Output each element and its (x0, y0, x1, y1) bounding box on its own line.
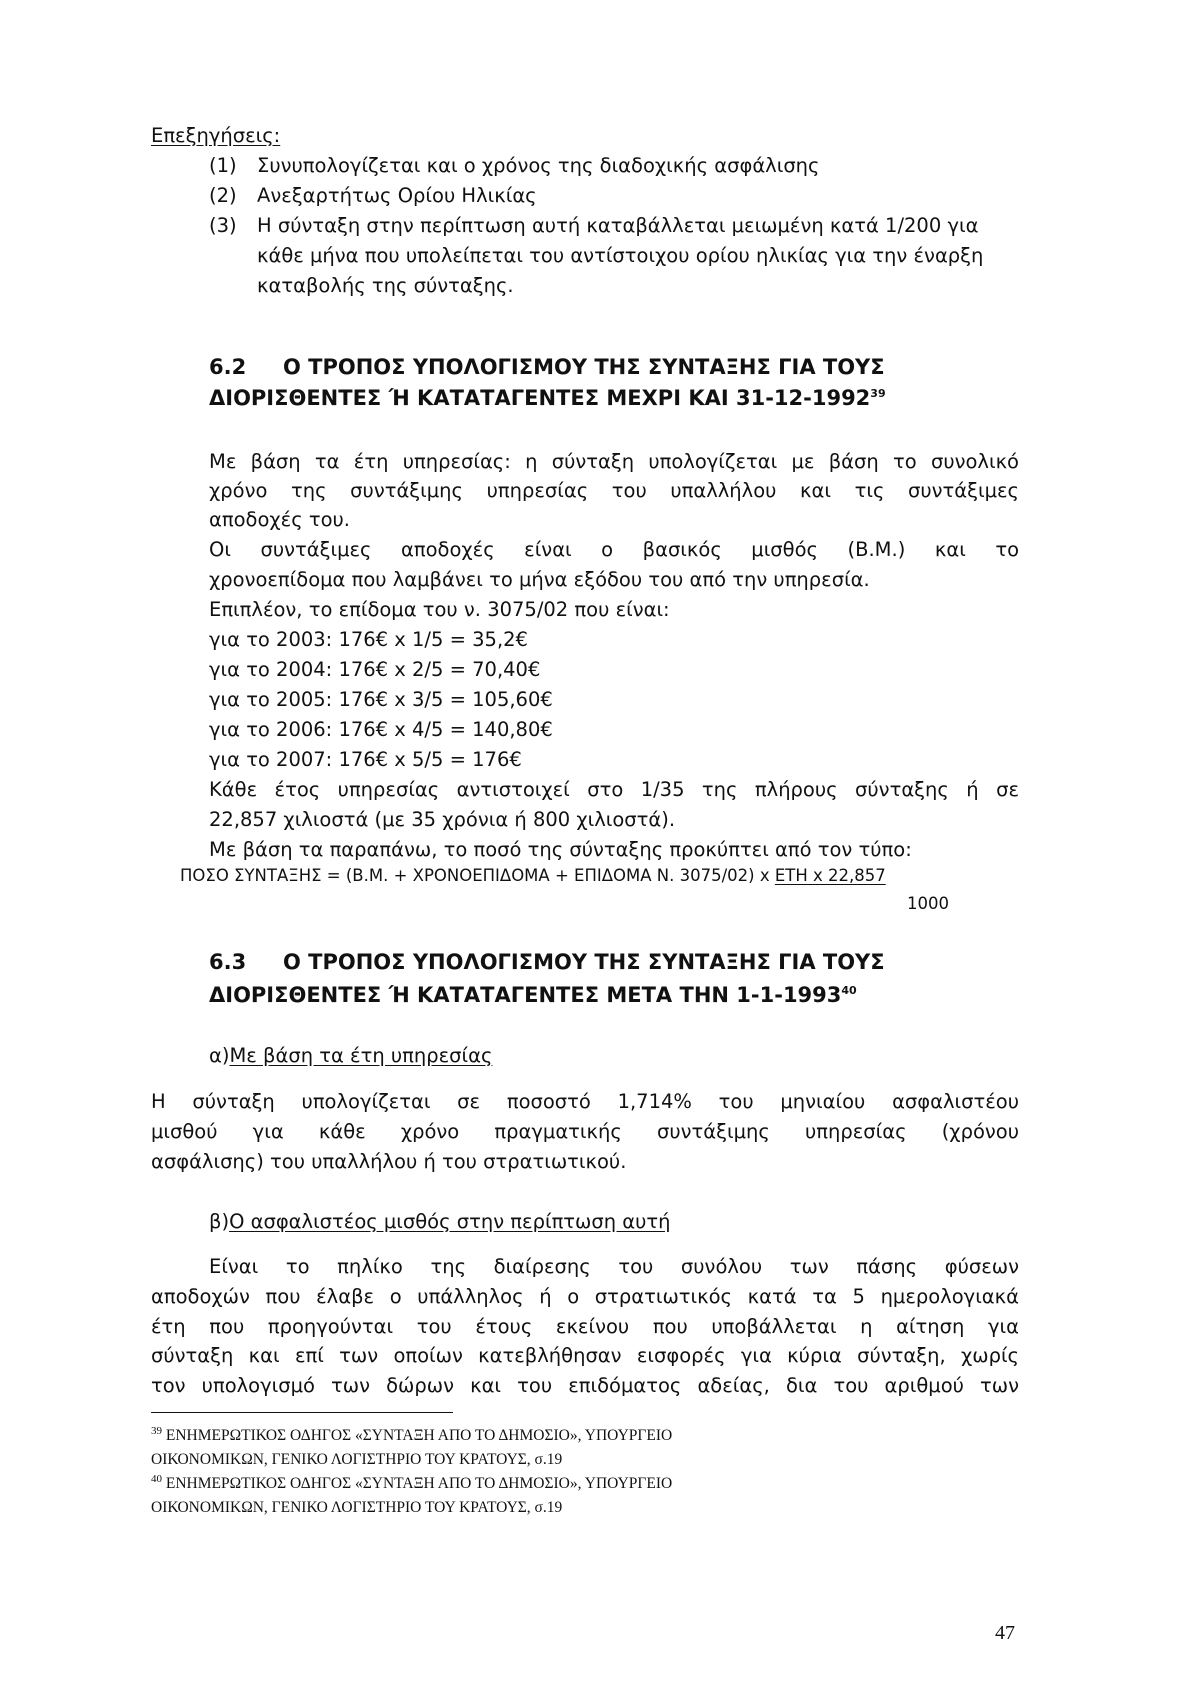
formula-denominator: 1000 (907, 894, 949, 913)
paragraph-line: Κάθε έτος υπηρεσίας αντιστοιχεί στο 1/35 της πλήρους σύνταξης ή σε (209, 780, 1019, 801)
note-text: καταβολής της σύνταξης. (257, 274, 514, 297)
allowance-line: για το 2007: 176€ x 5/5 = 176€ (209, 748, 522, 771)
paragraph-line: αποδοχών που έλαβε ο υπάλληλος ή ο στρατιωτικός κατά τα 5 ημερολογιακά (151, 1287, 1019, 1308)
footnote-separator (151, 1412, 453, 1413)
section-title: ΔΙΟΡΙΣΘΕΝΤΕΣ Ή ΚΑΤΑΤΑΓΕΝΤΕΣ ΜΕΧΡΙ ΚΑΙ 31-12-1992$^{39}$ (209, 386, 886, 410)
pension-formula: ΠΟΣΟ ΣΥΝΤΑΞΗΣ = (Β.Μ. + ΧΡΟΝΟΕΠΙΔΟΜΑ + ΕΠΙΔΟΜΑ Ν. 3075/02) x ΕΤΗ x 22,857 (180, 866, 886, 885)
footnote-continuation: ΟΙΚΟΝΟΜΙΚΩΝ, ΓΕΝΙΚΟ ΛΟΓΙΣΤΗΡΙΟ ΤΟΥ ΚΡΑΤΟΥΣ, σ.19 (151, 1451, 563, 1468)
subsection-heading: α)Με βάση τα έτη υπηρεσίας (209, 1044, 493, 1067)
allowance-line: για το 2006: 176€ x 4/5 = 140,80€ (209, 718, 553, 741)
paragraph-line: 22,857 χιλιοστά (με 35 χρόνια ή 800 χιλιοστά). (209, 808, 676, 831)
note-text: Συνυπολογίζεται και ο χρόνος της διαδοχικής ασφάλισης (257, 154, 820, 177)
paragraph-line: μισθού για κάθε χρόνο πραγματικής συντάξιμης υπηρεσίας (χρόνου (151, 1122, 1019, 1143)
note-text: Ανεξαρτήτως Ορίου Ηλικίας (257, 184, 537, 207)
footnote: $^{40}$ ΕΝΗΜΕΡΩΤΙΚΟΣ ΟΔΗΓΟΣ «ΣΥΝΤΑΞΗ ΑΠΟ ΤΟ ΔΗΜΟΣΙΟ», ΥΠΟΥΡΓΕΙΟ (151, 1472, 673, 1492)
paragraph-line: τον υπολογισμό των δώρων και του επιδόματος αδείας, δια του αριθμού των (151, 1376, 1019, 1397)
paragraph-line: ασφάλισης) του υπαλλήλου ή του στρατιωτικού. (151, 1150, 627, 1173)
subsection-heading: β)Ο ασφαλιστέος μισθός στην περίπτωση αυτή (209, 1210, 671, 1233)
notes-heading: Επεξηγήσεις: (151, 124, 281, 147)
paragraph-line: Είναι το πηλίκο της διαίρεσης του συνόλου των πάσης φύσεων (209, 1257, 1019, 1278)
paragraph-line: Οι συντάξιμες αποδοχές είναι ο βασικός μισθός (Β.Μ.) και το (209, 540, 1019, 561)
allowance-line: για το 2003: 176€ x 1/5 = 35,2€ (209, 628, 528, 651)
paragraph-line: Επιπλέον, το επίδομα του ν. 3075/02 που είναι: (209, 598, 670, 621)
footnote-continuation: ΟΙΚΟΝΟΜΙΚΩΝ, ΓΕΝΙΚΟ ΛΟΓΙΣΤΗΡΙΟ ΤΟΥ ΚΡΑΤΟΥΣ, σ.19 (151, 1499, 563, 1516)
paragraph-line: Με βάση τα έτη υπηρεσίας: η σύνταξη υπολογίζεται με βάση το συνολικό (209, 452, 1019, 473)
section-title: Ο ΤΡΟΠΟΣ ΥΠΟΛΟΓΙΣΜΟΥ ΤΗΣ ΣΥΝΤΑΞΗΣ ΓΙΑ ΤΟΥΣ (283, 355, 885, 379)
paragraph-line: αποδοχές του. (209, 508, 350, 531)
allowance-line: για το 2005: 176€ x 3/5 = 105,60€ (209, 688, 553, 711)
footnote-ref: 39 (870, 387, 886, 400)
paragraph-line: έτη που προηγούνται του έτους εκείνου που υποβάλλεται η αίτηση για (151, 1317, 1019, 1338)
note-number: (1) (209, 154, 237, 177)
note-number: (2) (209, 184, 237, 207)
footnote-ref: 40 (841, 984, 857, 997)
page-number: 47 (995, 1622, 1015, 1644)
paragraph-line: Η σύνταξη υπολογίζεται σε ποσοστό 1,714% του μηνιαίου ασφαλιστέου (151, 1092, 1019, 1113)
section-number: 6.2 (209, 355, 247, 379)
section-number: 6.3 (209, 950, 247, 974)
section-title: Ο ΤΡΟΠΟΣ ΥΠΟΛΟΓΙΣΜΟΥ ΤΗΣ ΣΥΝΤΑΞΗΣ ΓΙΑ ΤΟΥΣ (283, 950, 885, 974)
paragraph-line: Με βάση τα παραπάνω, το ποσό της σύνταξης προκύπτει από τον τύπο: (209, 838, 912, 861)
allowance-line: για το 2004: 176€ x 2/5 = 70,40€ (209, 658, 541, 681)
section-title: ΔΙΟΡΙΣΘΕΝΤΕΣ Ή ΚΑΤΑΤΑΓΕΝΤΕΣ ΜΕΤΑ ΤΗΝ 1-1-1993$^{40}$ (209, 983, 857, 1007)
note-text: Η σύνταξη στην περίπτωση αυτή καταβάλλεται μειωμένη κατά 1/200 για (257, 214, 979, 237)
paragraph-line: σύνταξη και επί των οποίων κατεβλήθησαν εισφορές για κύρια σύνταξη, χωρίς (151, 1346, 1019, 1367)
note-text: κάθε μήνα που υπολείπεται του αντίστοιχου ορίου ηλικίας για την έναρξη (257, 244, 984, 267)
paragraph-line: χρόνο της συντάξιμης υπηρεσίας του υπαλλήλου και τις συντάξιμες (209, 481, 1019, 502)
formula-numerator: ΕΤΗ x 22,857 (774, 866, 886, 885)
note-number: (3) (209, 214, 237, 237)
paragraph-line: χρονοεπίδομα που λαμβάνει το μήνα εξόδου του από την υπηρεσία. (209, 568, 870, 591)
footnote: $^{39}$ ΕΝΗΜΕΡΩΤΙΚΟΣ ΟΔΗΓΟΣ «ΣΥΝΤΑΞΗ ΑΠΟ ΤΟ ΔΗΜΟΣΙΟ», ΥΠΟΥΡΓΕΙΟ (151, 1424, 673, 1444)
